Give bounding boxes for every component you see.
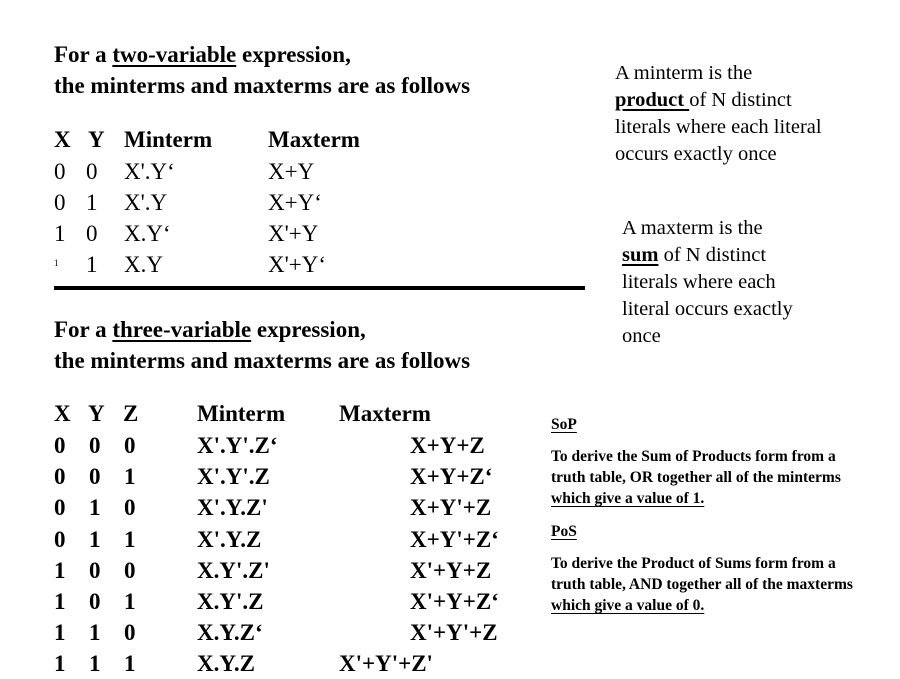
cell-x: 1: [54, 589, 66, 614]
cell-z: 1: [124, 589, 136, 614]
cell-maxterm: X'+Y: [268, 221, 319, 246]
cell-y: 1: [86, 252, 98, 277]
cell-z: 0: [124, 495, 136, 520]
cell-z: 1: [124, 651, 136, 676]
col-header-x: X: [54, 401, 71, 426]
cell-minterm: X.Y: [124, 252, 163, 277]
minterm-note-rest: of N distinct literals where each literal occurs exactly once: [615, 89, 822, 165]
cell-minterm: X'.Y.Z': [197, 495, 268, 520]
minterm-note-keyword: product: [615, 89, 690, 111]
pos-title: PoS: [551, 523, 577, 540]
cell-minterm: X'.Y.Z: [197, 527, 262, 552]
cell-x: 0: [54, 190, 66, 215]
cell-maxterm: X+Y‘: [268, 190, 322, 215]
cell-y: 1: [89, 620, 101, 645]
cell-z: 0: [124, 558, 136, 583]
cell-x: 0: [54, 527, 66, 552]
sop-text: To derive the Sum of Products form from a truth table, OR together all of the minterms: [551, 448, 841, 486]
maxterm-note-line1: A maxterm is the: [622, 217, 763, 239]
cell-minterm: X.Y'.Z: [197, 589, 264, 614]
cell-y: 1: [89, 495, 101, 520]
heading-suffix: expression,: [236, 42, 351, 67]
cell-y: 0: [89, 558, 101, 583]
cell-minterm: X.Y‘: [124, 221, 171, 246]
cell-maxterm: X+Y'+Z: [410, 495, 492, 520]
cell-z: 0: [124, 433, 136, 458]
cell-y: 0: [86, 159, 98, 184]
three-variable-heading: [54, 314, 470, 376]
minterm-definition: [615, 60, 830, 168]
cell-maxterm: X+Y+Z: [410, 433, 485, 458]
pos-underlined: which give a value of 0.: [551, 597, 705, 614]
cell-y: 0: [86, 221, 98, 246]
heading-underlined: three-variable: [112, 317, 252, 342]
cell-minterm: X.Y'.Z': [197, 558, 270, 583]
maxterm-note-keyword: sum: [622, 244, 659, 266]
pos-description: [551, 553, 871, 616]
cell-minterm: X'.Y'.Z‘: [197, 433, 278, 458]
heading-line2: the minterms and maxterms are as follows: [54, 348, 471, 373]
cell-minterm: X'.Y'.Z: [197, 464, 270, 489]
cell-minterm: X.Y.Z: [197, 651, 255, 676]
cell-x: 0: [54, 495, 66, 520]
cell-x: 1: [54, 620, 66, 645]
cell-maxterm: X'+Y+Z‘: [410, 589, 499, 614]
cell-x: 0: [54, 433, 66, 458]
cell-maxterm: X+Y: [268, 159, 315, 184]
heading-prefix: For a: [54, 317, 113, 342]
col-header-minterm: Minterm: [124, 127, 213, 152]
cell-minterm: X'.Y‘: [124, 159, 175, 184]
cell-maxterm: X'+Y+Z: [410, 558, 492, 583]
section-divider: [54, 286, 585, 290]
col-header-y: Y: [88, 127, 105, 152]
cell-maxterm: X+Y+Z‘: [410, 464, 493, 489]
pos-text: To derive the Product of Sums form from a truth table, AND together all of the maxterms: [551, 555, 853, 593]
cell-z: 0: [124, 620, 136, 645]
cell-maxterm: X+Y'+Z‘: [410, 527, 499, 552]
sop-title: SoP: [551, 416, 577, 433]
cell-x: 0: [54, 464, 66, 489]
maxterm-definition: [622, 215, 822, 350]
cell-y: 1: [89, 651, 101, 676]
cell-y: 0: [89, 433, 101, 458]
cell-x: 1: [54, 258, 59, 268]
heading-suffix: expression,: [251, 317, 366, 342]
cell-maxterm: X'+Y'+Z': [339, 651, 433, 676]
cell-minterm: X.Y.Z‘: [197, 620, 263, 645]
cell-y: 0: [89, 464, 101, 489]
col-header-z: Z: [123, 401, 139, 426]
cell-y: 1: [86, 190, 98, 215]
heading-prefix: For a: [54, 42, 113, 67]
cell-x: 1: [54, 558, 66, 583]
maxterm-note-rest: of N distinct literals where each literal occurs exactly once: [622, 244, 793, 347]
cell-z: 1: [124, 464, 136, 489]
two-variable-heading: [54, 39, 470, 101]
col-header-x: X: [54, 127, 71, 152]
col-header-maxterm: Maxterm: [268, 127, 360, 152]
col-header-y: Y: [88, 401, 105, 426]
heading-line2: the minterms and maxterms are as follows: [54, 73, 471, 98]
cell-maxterm: X'+Y‘: [268, 252, 326, 277]
cell-minterm: X'.Y: [124, 190, 168, 215]
heading-underlined: two-variable: [112, 42, 237, 67]
cell-maxterm: X'+Y'+Z: [410, 620, 498, 645]
sop-description: [551, 446, 871, 509]
sop-underlined: which give a value of 1.: [551, 490, 705, 507]
col-header-minterm: Minterm: [197, 401, 286, 426]
cell-y: 1: [89, 527, 101, 552]
cell-x: 0: [54, 159, 66, 184]
col-header-maxterm: Maxterm: [339, 401, 431, 426]
cell-y: 0: [89, 589, 101, 614]
cell-z: 1: [124, 527, 136, 552]
cell-x: 1: [54, 221, 66, 246]
cell-x: 1: [54, 651, 66, 676]
minterm-note-line1: A minterm is the: [615, 62, 753, 84]
